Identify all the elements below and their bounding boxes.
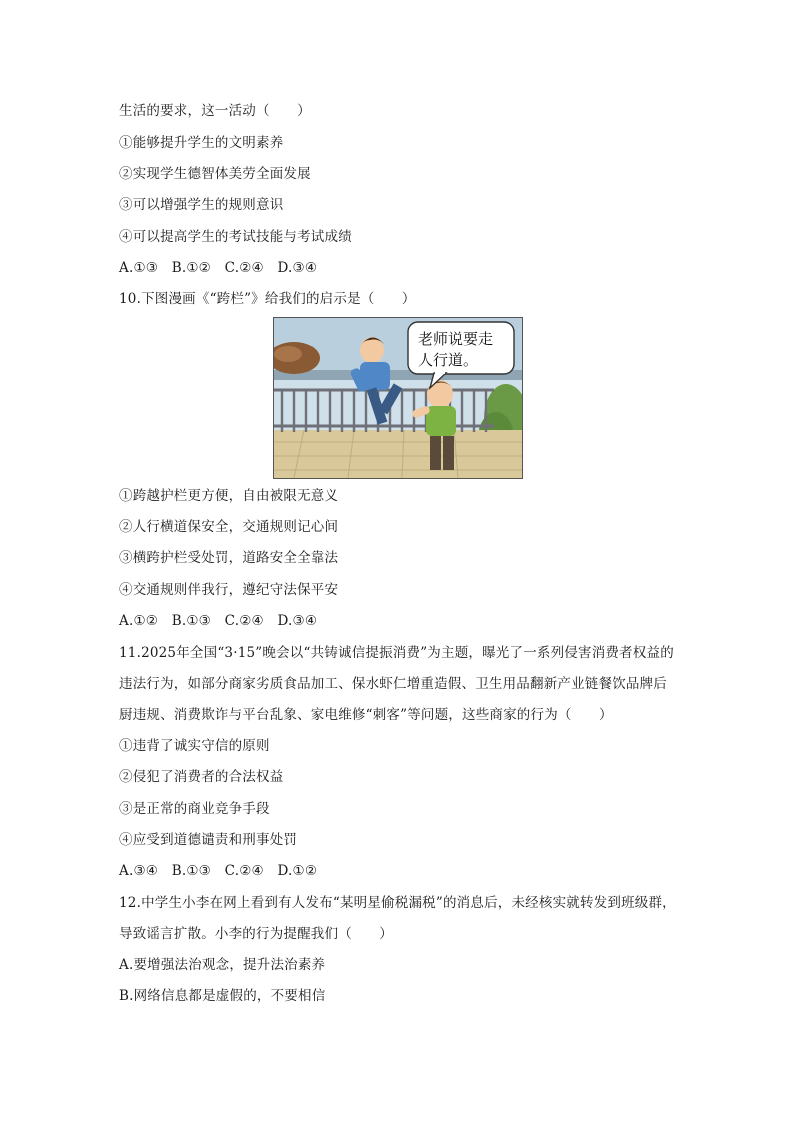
speech-bubble-line1: 老师说要走 xyxy=(418,330,494,348)
q9-option-2: ②实现学生德智体美劳全面发展 xyxy=(119,166,311,182)
q10-option-1: ①跨越护栏更方便，自由被限无意义 xyxy=(119,488,339,504)
q12-option-b: B.网络信息都是虚假的，不要相信 xyxy=(119,988,326,1004)
q10-option-3: ③横跨护栏受处罚，道路安全全靠法 xyxy=(119,550,339,566)
q11-option-2: ②侵犯了消费者的合法权益 xyxy=(119,769,284,785)
q10-option-4: ④交通规则伴我行，遵纪守法保平安 xyxy=(119,582,339,598)
q9-option-4: ④可以提高学生的考试技能与考试成绩 xyxy=(119,229,352,245)
q9-option-3: ③可以增强学生的规则意识 xyxy=(119,197,284,213)
q11-stem-line-3: 厨违规、消费欺诈与平台乱象、家电维修“刺客”等问题，这些商家的行为（ ） xyxy=(119,707,613,723)
q10-option-2: ②人行横道保安全，交通规则记心间 xyxy=(119,519,339,535)
speech-bubble-line2: 人行道。 xyxy=(418,351,479,369)
q12-stem-line-2: 导致谣言扩散。小李的行为提醒我们（ ） xyxy=(119,926,393,942)
q11-option-1: ①违背了诚实守信的原则 xyxy=(119,738,270,754)
q10-stem: 10.下图漫画《“跨栏”》给我们的启示是（ ） xyxy=(119,291,416,307)
q11-option-3: ③是正常的商业竞争手段 xyxy=(119,801,270,817)
q9-option-1: ①能够提升学生的文明素养 xyxy=(119,135,284,151)
q11-stem-line-1: 11.2025年全国“3·15”晚会以“共铸诚信提振消费”为主题，曝光了一系列侵害消费者权益的 xyxy=(119,645,674,661)
q11-stem-line-2: 违法行为，如部分商家劣质食品加工、保水虾仁增重造假、卫生用品翻新产业链餐饮品牌后 xyxy=(119,676,667,692)
q11-answer-choices: A.③④ B.①③ C.②④ D.①② xyxy=(119,863,318,879)
q9-answer-choices: A.①③ B.①② C.②④ D.③④ xyxy=(119,260,318,276)
q12-stem-line-1: 12.中学生小李在网上看到有人发布“某明星偷税漏税”的消息后，未经核实就转发到班级群， xyxy=(119,895,676,911)
q11-option-4: ④应受到道德谴责和刑事处罚 xyxy=(119,832,298,848)
q9-stem-tail: 生活的要求，这一活动（ ） xyxy=(119,103,311,119)
q12-option-a: A.要增强法治观念，提升法治素养 xyxy=(119,957,326,973)
q10-comic-image xyxy=(273,317,523,479)
q10-answer-choices: A.①② B.①③ C.②④ D.③④ xyxy=(119,613,318,629)
comic-illustration xyxy=(274,318,522,478)
